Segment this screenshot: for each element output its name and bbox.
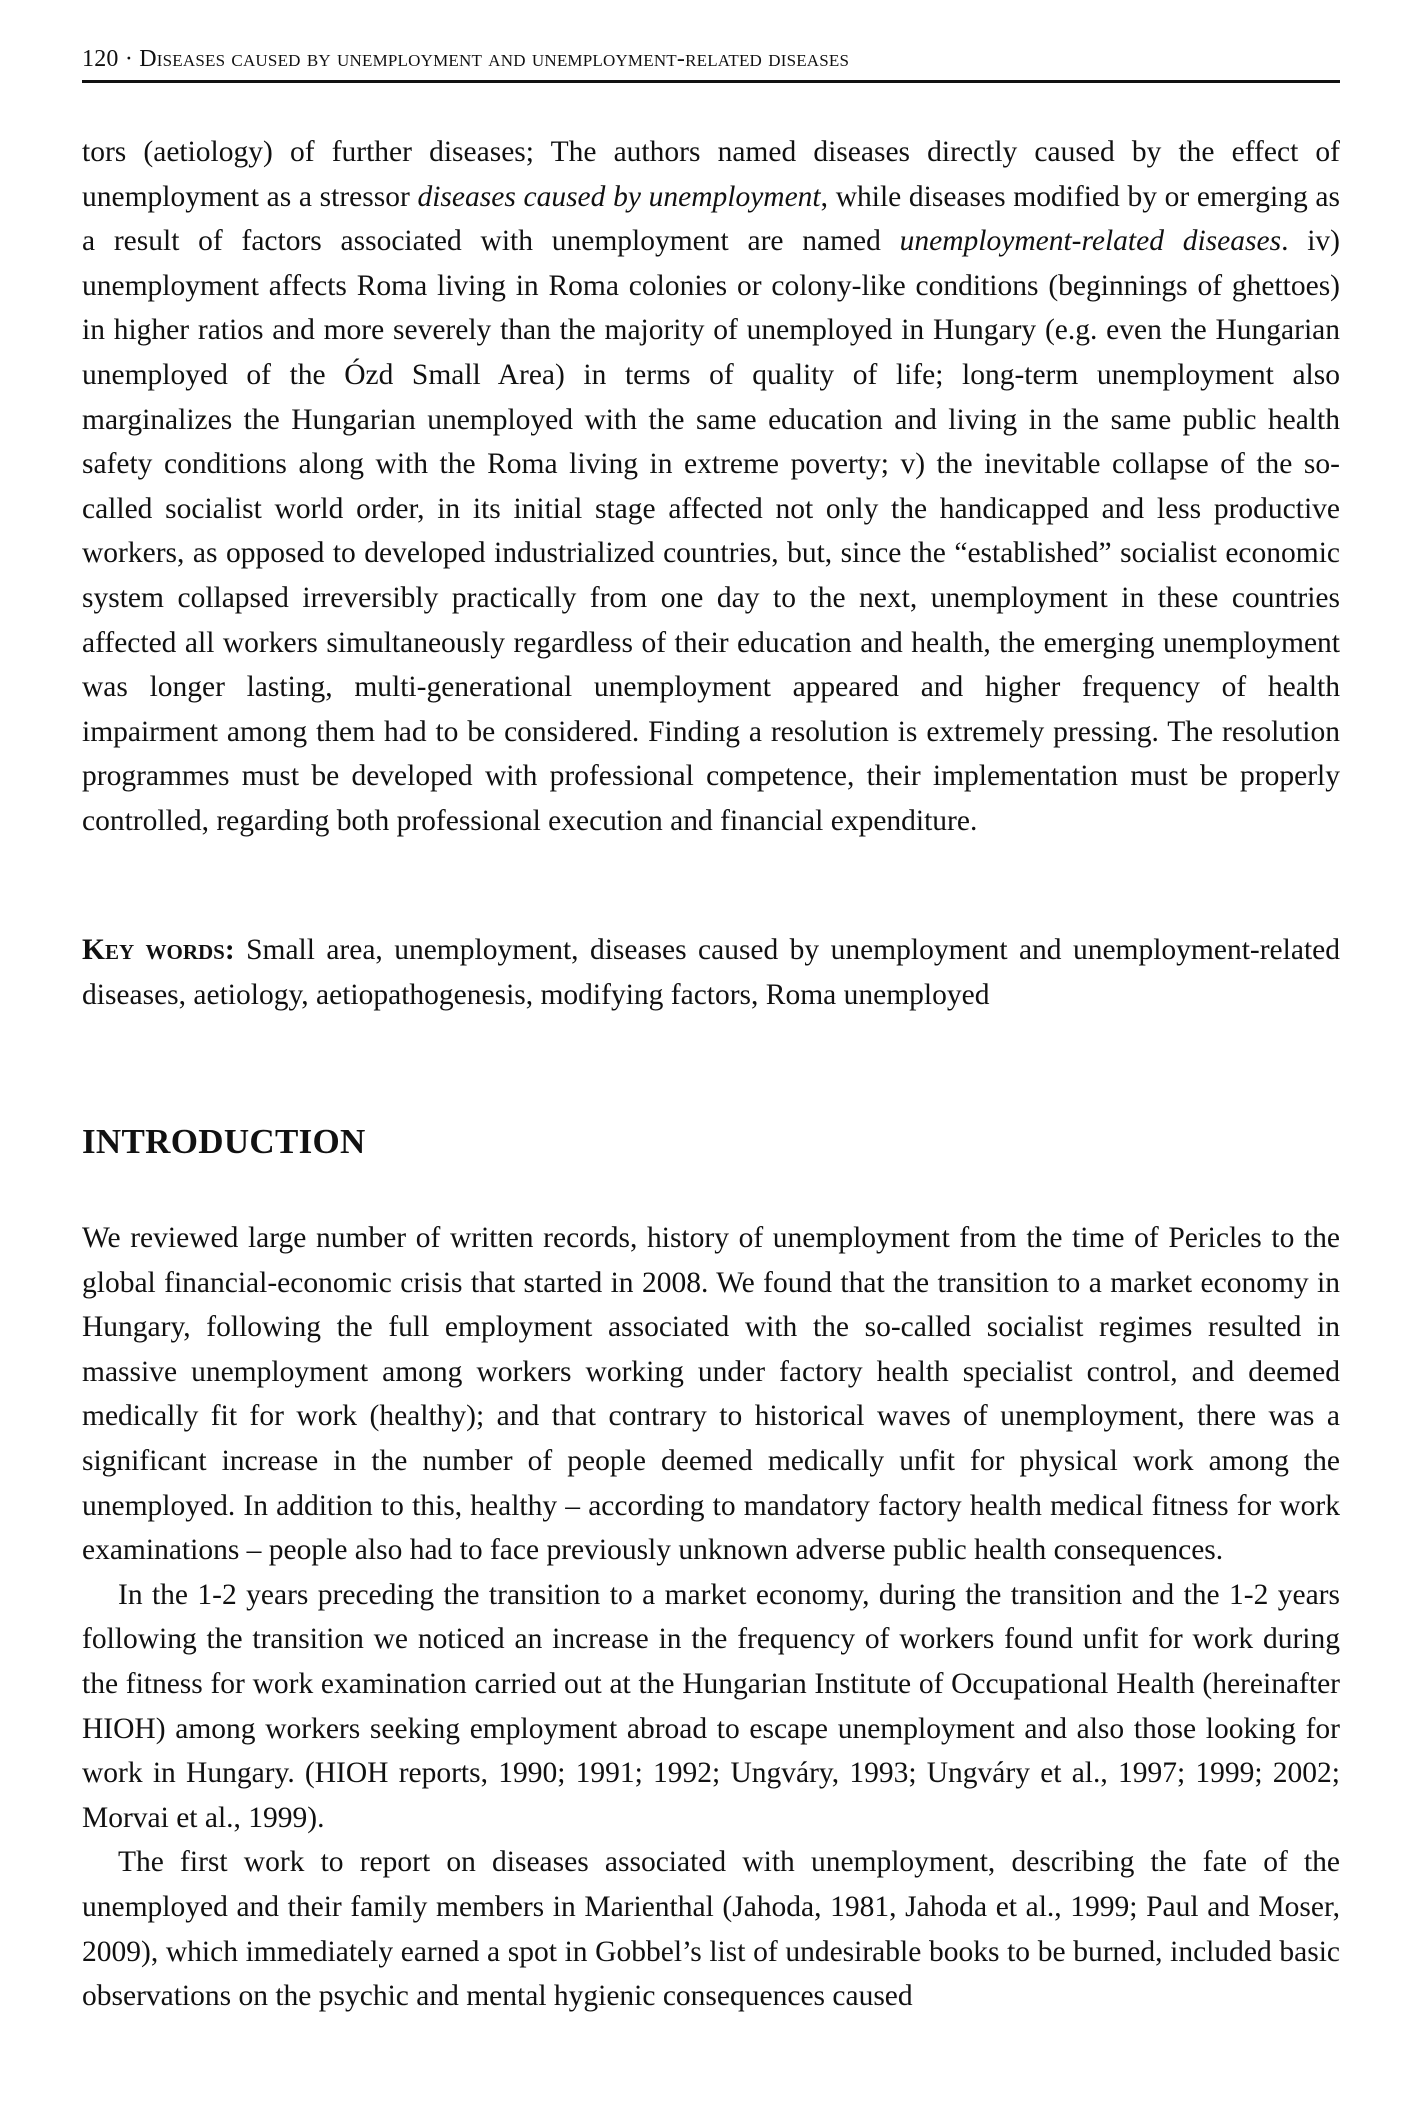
intro-paragraph-1: We reviewed large number of written records, history of unemployment from the time of Pericles to the global financial-economic crisis that started in 2008. We found that the transition to a market economy in Hungary, following the full employment associated with the so-called socialist regimes resulted in massive unemployment among workers working under factory health specialist control, and deemed medically fit for work (healthy); and that contrary to historical waves of unemployment, there was a significant increase in the number of people deemed medically unfit for physical work among the unemployed. In addition to this, healthy – according to mandatory factory health medical fitness for work examinations – people also had to face previously unknown adverse public health consequences. (82, 1222, 1340, 1567)
abstract-continuation (82, 130, 1340, 844)
introduction-body (82, 1216, 1340, 2019)
abstract-text: , while diseases modified by or emerging as a result of factors associated with unemployment are named (82, 180, 1340, 258)
abstract-text: . iv) unemployment affects Roma living in Roma colonies or colony-like conditions (beginnings of ghettoes) in higher ratios and more severely than the majority of unemployed in Hungary (e.g. even the Hungarian unemployed of the Ózd Small Area) in terms of quality of life; long-term unemployment also marginalizes the Hungarian unemployed with the same education and living in the same public health safety conditions along with the Roma living in extreme poverty; v) the inevitable collapse of the so-called socialist world order, in its initial stage affected not only the handicapped and less productive workers, as opposed to developed industrialized countries, but, since the “established” socialist economic system collapsed irreversibly practically from one day to the next, unemployment in these countries affected all workers simultaneously regardless of their education and health, the emerging unemployment was longer lasting, multi-generational unemployment appeared and higher frequency of health impairment among them had to be considered. Finding a resolution is extremely pressing. The resolution programmes must be developed with professional competence, their implementation must be properly controlled, regarding both professional execution and financial expenditure. (82, 225, 1340, 837)
header-rule (82, 80, 1340, 83)
section-heading-introduction: INTRODUCTION (82, 1122, 366, 1161)
intro-paragraph-2: In the 1-2 years preceding the transition to a market economy, during the transition and the 1-2 years following the transition we noticed an increase in the frequency of workers found unfit for work during the fitness for work examination carried out at the Hungarian Institute of Occupational Health (hereinafter HIOH) among workers seeking employment abroad to escape unemployment and also those looking for work in Hungary. (HIOH reports, 1990; 1991; 1992; Ungváry, 1993; Ungváry et al., 1997; 1999; 2002; Morvai et al., 1999). (82, 1578, 1340, 1834)
running-head-separator: · (124, 46, 134, 72)
intro-paragraph-3: The first work to report on diseases associated with unemployment, describing the fate of the unemployed and their family members in Marienthal (Jahoda, 1981, Jahoda et al., 1999; Paul and Moser, 2009), which immediately earned a spot in Gobbel’s list of undesirable books to be burned, included basic observations on the psychic and mental hygienic consequences caused (82, 1846, 1340, 2013)
abstract-text: tors (aetiology) of further diseases; The authors named diseases directly caused by the effect of unemployment as a stressor (82, 136, 1340, 213)
keywords-text: Small area, unemployment, diseases caused by unemployment and unemployment-related diseases, aetiology, aetiopathogenesis, modifying factors, Roma unemployed (82, 934, 1340, 1011)
keywords-label: Key words: (82, 934, 235, 966)
page-number: 120 (82, 46, 119, 72)
running-head-title: Diseases caused by unemployment and unemployment-related diseases (139, 46, 850, 72)
keywords-paragraph (82, 928, 1340, 1017)
abstract-paragraph (82, 130, 1340, 844)
keywords (82, 928, 1340, 1017)
term-diseases-caused-by-unemployment: diseases caused by unemployment (417, 180, 821, 213)
term-unemployment-related-diseases: unemployment-related diseases (899, 225, 1282, 258)
running-head (82, 46, 849, 73)
